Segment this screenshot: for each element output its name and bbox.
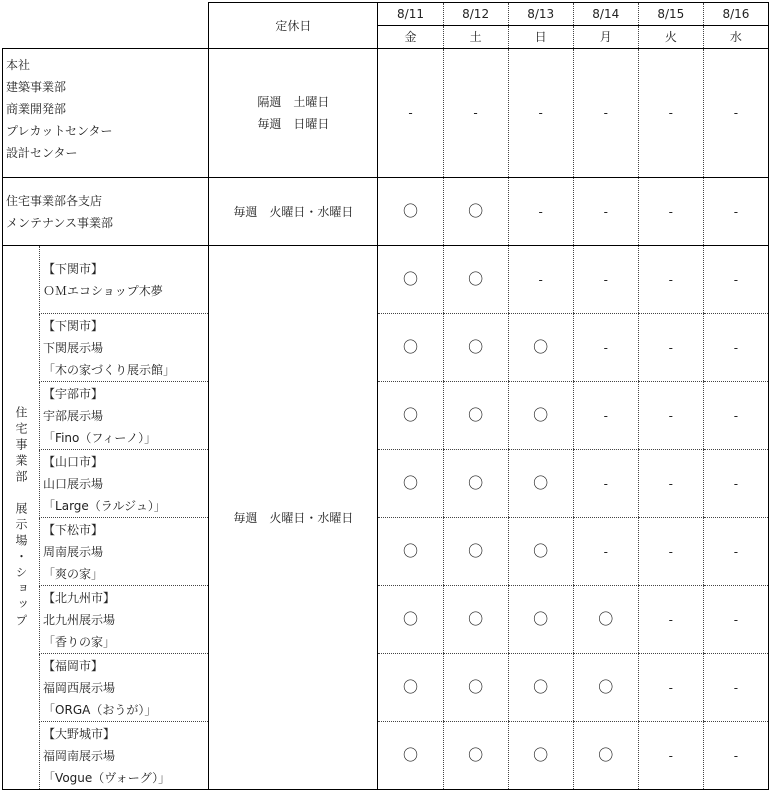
mark-cell: -: [638, 586, 703, 654]
mark-cell: -: [703, 654, 768, 722]
weekday-tue: 火: [638, 26, 703, 49]
dept-name: プレカットセンター: [6, 124, 113, 138]
mark-cell: -: [573, 314, 638, 382]
table-row: [3, 246, 769, 314]
mark-cell: -: [703, 722, 768, 790]
showroom-line: 「香りの家」: [43, 634, 116, 649]
mark-cell: -: [703, 314, 768, 382]
showroom-name: [40, 722, 209, 790]
dept-name: 建築事業部: [6, 80, 67, 94]
mark-cell: 〇: [533, 746, 549, 764]
showroom-closed: 毎週 火曜日・水曜日: [209, 246, 378, 790]
mark-cell: 〇: [468, 542, 484, 560]
table-row: [3, 586, 769, 654]
head-office-closed: [209, 49, 378, 178]
date-8-16: 8/16: [703, 3, 768, 26]
showroom-line: 宇部展示場: [43, 408, 104, 423]
mark-cell: 〇: [533, 338, 549, 356]
header-closed-days: 定休日: [209, 3, 378, 49]
city-label: 【下関市】: [43, 261, 104, 276]
holiday-schedule-table: [2, 2, 769, 790]
showroom-line: 山口展示場: [43, 476, 104, 491]
dept-name: 商業開発部: [6, 102, 67, 116]
mark-cell: 〇: [403, 202, 419, 220]
dept-name: 住宅事業部各支店: [6, 193, 103, 208]
mark-cell: -: [378, 49, 443, 178]
mark-cell: 〇: [468, 474, 484, 492]
mark-cell: 〇: [533, 610, 549, 628]
showroom-line: 周南展示場: [43, 544, 104, 559]
mark-cell: -: [508, 178, 573, 246]
showroom-line: 福岡西展示場: [43, 680, 116, 695]
mark-cell: -: [703, 450, 768, 518]
mark-cell: -: [703, 49, 768, 178]
mark-cell: -: [638, 518, 703, 586]
showroom-name: [40, 314, 209, 382]
showroom-name: [40, 382, 209, 450]
table-row: [3, 722, 769, 790]
mark-cell: 〇: [468, 202, 484, 220]
mark-cell: -: [508, 246, 573, 314]
showroom-line: 「ORGA（おうが）」: [43, 702, 157, 717]
table-row: [3, 382, 769, 450]
showroom-line: ＯＭエコショップ木夢: [43, 283, 163, 298]
mark-cell: -: [638, 314, 703, 382]
table-row: [3, 314, 769, 382]
mark-cell: 〇: [403, 406, 419, 424]
mark-cell: -: [638, 654, 703, 722]
showroom-line: 「木の家づくり展示館」: [43, 362, 176, 377]
mark-cell: -: [573, 178, 638, 246]
mark-cell: -: [573, 450, 638, 518]
showroom-line: 「爽の家」: [43, 566, 104, 581]
showroom-line: 「Fino（フィーノ）」: [43, 430, 157, 445]
mark-cell: 〇: [468, 610, 484, 628]
date-8-15: 8/15: [638, 3, 703, 26]
mark-cell: -: [703, 518, 768, 586]
city-label: 【宇部市】: [43, 386, 104, 401]
dept-name: 本社: [6, 58, 31, 72]
table-row: [3, 49, 769, 178]
date-8-13: 8/13: [508, 3, 573, 26]
header-blank: [3, 3, 209, 26]
date-8-11: 8/11: [378, 3, 443, 26]
date-8-12: 8/12: [443, 3, 508, 26]
mark-cell: -: [573, 518, 638, 586]
showroom-name: [40, 246, 209, 314]
showroom-line: 北九州展示場: [43, 612, 116, 627]
mark-cell: -: [508, 49, 573, 178]
mark-cell: 〇: [533, 542, 549, 560]
mark-cell: -: [703, 586, 768, 654]
mark-cell: 〇: [533, 678, 549, 696]
weekday-sat: 土: [443, 26, 508, 49]
table-row: [3, 654, 769, 722]
mark-cell: 〇: [468, 338, 484, 356]
date-8-14: 8/14: [573, 3, 638, 26]
branch-depts: [3, 178, 209, 246]
mark-cell: 〇: [468, 678, 484, 696]
weekday-wed: 水: [703, 26, 768, 49]
mark-cell: 〇: [403, 474, 419, 492]
showroom-line: 下関展示場: [43, 340, 104, 355]
showroom-name: [40, 654, 209, 722]
table-row: [3, 518, 769, 586]
mark-cell: 〇: [598, 746, 614, 764]
mark-cell: -: [638, 382, 703, 450]
mark-cell: -: [638, 450, 703, 518]
city-label: 【福岡市】: [43, 658, 104, 673]
header-blank-2: [3, 26, 209, 49]
mark-cell: 〇: [403, 338, 419, 356]
mark-cell: 〇: [468, 270, 484, 288]
showroom-line: 「Large（ラルジュ）」: [43, 498, 166, 513]
closed-day-text: 隔週 土曜日: [257, 95, 330, 109]
weekday-sun: 日: [508, 26, 573, 49]
head-office-depts: [3, 49, 209, 178]
weekday-mon: 月: [573, 26, 638, 49]
mark-cell: 〇: [403, 270, 419, 288]
city-label: 【山口市】: [43, 454, 104, 469]
mark-cell: 〇: [598, 610, 614, 628]
dept-name: メンテナンス事業部: [6, 215, 114, 230]
mark-cell: 〇: [468, 406, 484, 424]
showroom-line: 「Vogue（ヴォーグ）」: [43, 770, 171, 785]
mark-cell: 〇: [403, 678, 419, 696]
mark-cell: 〇: [403, 542, 419, 560]
mark-cell: 〇: [403, 610, 419, 628]
mark-cell: -: [638, 722, 703, 790]
city-label: 【北九州市】: [43, 590, 116, 605]
mark-cell: -: [638, 246, 703, 314]
table-row: [3, 450, 769, 518]
mark-cell: 〇: [403, 746, 419, 764]
mark-cell: 〇: [598, 678, 614, 696]
city-label: 【下関市】: [43, 318, 104, 333]
mark-cell: 〇: [533, 406, 549, 424]
weekday-fri: 金: [378, 26, 443, 49]
city-label: 【下松市】: [43, 522, 104, 537]
showroom-name: [40, 450, 209, 518]
mark-cell: -: [638, 49, 703, 178]
mark-cell: -: [573, 382, 638, 450]
mark-cell: -: [638, 178, 703, 246]
mark-cell: -: [703, 246, 768, 314]
dept-name: 設計センター: [6, 146, 78, 160]
branch-closed: 毎週 火曜日・水曜日: [209, 178, 378, 246]
mark-cell: 〇: [468, 746, 484, 764]
mark-cell: -: [703, 382, 768, 450]
showroom-name: [40, 586, 209, 654]
showroom-line: 福岡南展示場: [43, 748, 116, 763]
mark-cell: -: [443, 49, 508, 178]
showroom-name: [40, 518, 209, 586]
city-label: 【大野城市】: [43, 726, 116, 741]
mark-cell: 〇: [533, 474, 549, 492]
mark-cell: -: [703, 178, 768, 246]
table-row: [3, 178, 769, 246]
mark-cell: -: [573, 246, 638, 314]
mark-cell: -: [573, 49, 638, 178]
closed-day-text: 毎週 日曜日: [257, 117, 330, 131]
showroom-group-label: [3, 246, 40, 790]
group-label-text: 住宅事業部 展示場・ショップ: [14, 405, 29, 630]
